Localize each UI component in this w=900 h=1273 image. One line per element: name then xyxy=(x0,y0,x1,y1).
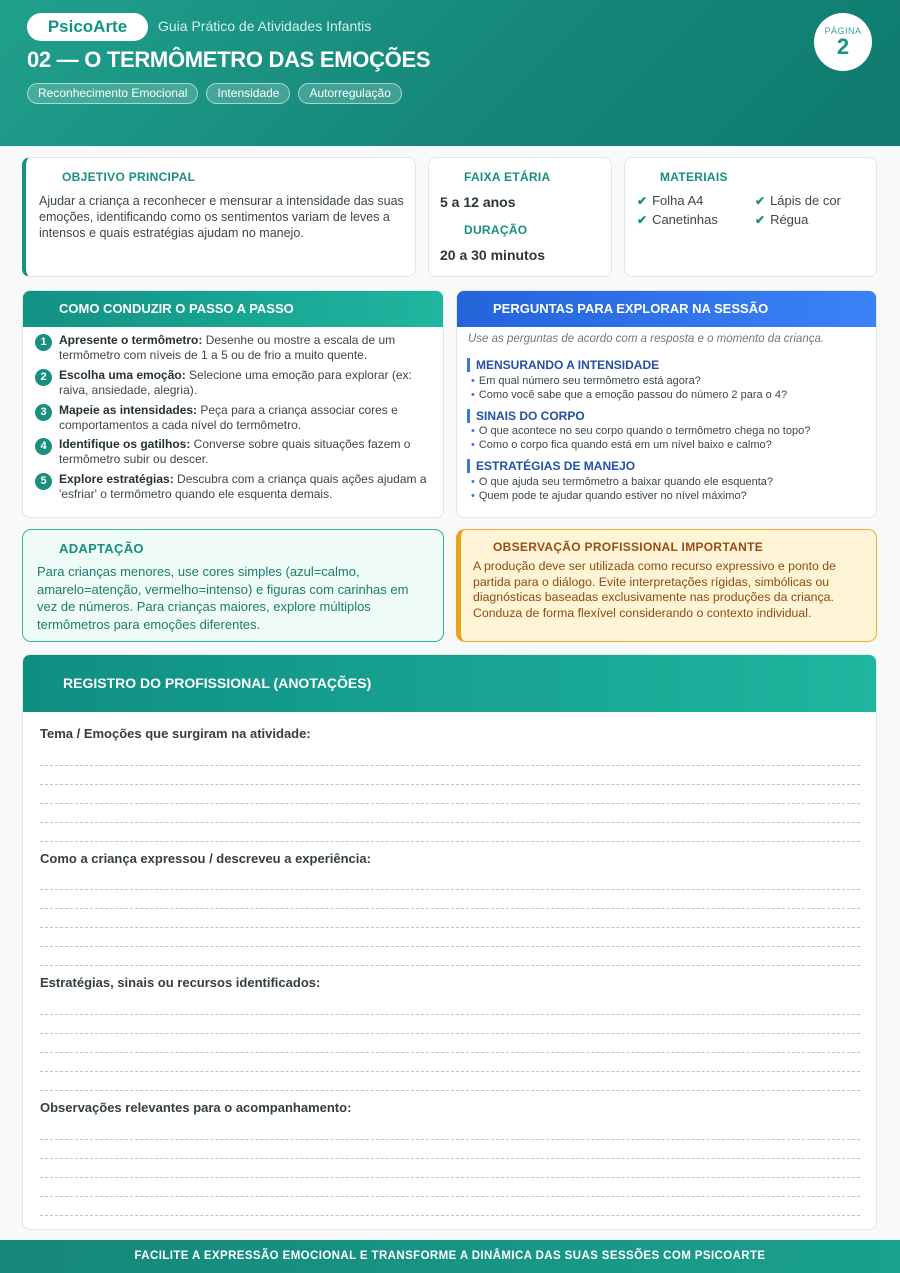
materials-label: MATERIAIS xyxy=(660,170,728,184)
step-number: 1 xyxy=(35,334,52,351)
writing-line[interactable] xyxy=(40,889,860,890)
material-item xyxy=(637,212,718,227)
writing-line[interactable] xyxy=(40,1033,860,1034)
step-by-step-title: COMO CONDUZIR O PASSO A PASSO xyxy=(23,291,443,327)
duration-value: 20 a 30 minutos xyxy=(440,247,546,263)
guide-subtitle: Guia Prático de Atividades Infantis xyxy=(158,18,372,34)
step-text: Descubra com a criança quais ações ajudam a 'esfriar' o termômetro quando ele esquenta demais. xyxy=(59,472,427,501)
material-item xyxy=(637,193,703,208)
tag-intensidade: Intensidade xyxy=(206,83,290,104)
writing-line[interactable] xyxy=(40,1139,860,1140)
step-item xyxy=(35,368,430,398)
step-item xyxy=(35,403,430,433)
material-item xyxy=(755,212,808,227)
tag-autorregulacao: Autorregulação xyxy=(298,83,401,104)
bullet-icon: • xyxy=(471,389,475,401)
step-text: Converse sobre quais situações fazem o termômetro subir ou descer. xyxy=(59,437,411,466)
record-field-label: Como a criança expressou / descreveu a experiência: xyxy=(40,851,371,866)
bullet-icon: • xyxy=(471,439,475,451)
adaptation-label: ADAPTAÇÃO xyxy=(59,541,144,556)
check-icon: ✔ xyxy=(755,194,766,208)
question-text: Como o corpo fica quando está em um nível baixo e calmo? xyxy=(478,439,772,451)
question-group-title: MENSURANDO A INTENSIDADE xyxy=(467,358,659,372)
writing-line[interactable] xyxy=(40,1052,860,1053)
material-label: Canetinhas xyxy=(652,212,718,227)
writing-line[interactable] xyxy=(40,822,860,823)
question-text: Em qual número seu termômetro está agora? xyxy=(478,375,701,387)
age-label: FAIXA ETÁRIA xyxy=(464,170,551,184)
question-item xyxy=(471,439,772,451)
writing-line[interactable] xyxy=(40,1196,860,1197)
writing-line[interactable] xyxy=(40,1071,860,1072)
question-item xyxy=(471,490,747,502)
question-item xyxy=(471,389,787,401)
page-header xyxy=(0,0,900,146)
writing-line[interactable] xyxy=(40,841,860,842)
materials-card xyxy=(624,157,877,277)
material-label: Régua xyxy=(770,212,809,227)
writing-line[interactable] xyxy=(40,1158,860,1159)
tag-reconhecimento: Reconhecimento Emocional xyxy=(27,83,198,104)
writing-line[interactable] xyxy=(40,1215,860,1216)
check-icon: ✔ xyxy=(637,194,648,208)
writing-line[interactable] xyxy=(40,1014,860,1015)
step-number: 5 xyxy=(35,473,52,490)
questions-intro: Use as perguntas de acordo com a resposta e o momento da criança. xyxy=(468,333,825,345)
step-title: Apresente o termômetro: xyxy=(59,333,203,347)
tag-list xyxy=(27,83,402,104)
question-group-title: ESTRATÉGIAS DE MANEJO xyxy=(467,459,635,473)
question-item xyxy=(471,425,810,437)
record-field-label: Observações relevantes para o acompanhamento: xyxy=(40,1100,352,1115)
question-item xyxy=(471,375,701,387)
writing-line[interactable] xyxy=(40,1090,860,1091)
page-number: 2 xyxy=(836,34,850,59)
professional-note-text: A produção deve ser utilizada como recurso expressivo e ponto de partida para o diálogo. Evite interpretações rígidas, simbólicas ou diagnósticas baseadas exclusivamente nas produções da criança. Conduza de forma flexível considerando o contexto individual. xyxy=(473,559,836,621)
bullet-icon: • xyxy=(471,375,475,387)
question-text: Como você sabe que a emoção passou do número 2 para o 4? xyxy=(478,389,788,401)
question-text: O que acontece no seu corpo quando o termômetro chega no topo? xyxy=(478,425,811,437)
writing-line[interactable] xyxy=(40,908,860,909)
bullet-icon: • xyxy=(471,490,475,502)
record-field-label: Estratégias, sinais ou recursos identificados: xyxy=(40,975,321,990)
step-text: Selecione uma emoção para explorar (ex: raiva, ansiedade, alegria). xyxy=(59,368,412,397)
step-number: 2 xyxy=(35,369,52,386)
material-label: Lápis de cor xyxy=(770,193,841,208)
question-group-title: SINAIS DO CORPO xyxy=(467,409,585,423)
writing-line[interactable] xyxy=(40,765,860,766)
page-label: PÁGINA xyxy=(824,26,862,36)
check-icon: ✔ xyxy=(755,213,766,227)
questions-section xyxy=(456,290,877,518)
page-number-badge xyxy=(814,13,872,71)
bullet-icon: • xyxy=(471,476,475,488)
adaptation-card xyxy=(22,529,444,642)
page-footer: FACILITE A EXPRESSÃO EMOCIONAL E TRANSFORME A DINÂMICA DAS SUAS SESSÕES COM PSICOARTE xyxy=(0,1240,900,1273)
objective-card xyxy=(22,157,416,277)
step-text: Desenhe ou mostre a escala de um termômetro com níveis de 1 a 5 ou de frio a muito quente. xyxy=(59,333,396,362)
page-title: 02 — O TERMÔMETRO DAS EMOÇÕES xyxy=(27,47,431,72)
record-field-label: Tema / Emoções que surgiram na atividade: xyxy=(40,726,311,741)
step-item xyxy=(35,472,430,502)
material-label: Folha A4 xyxy=(652,193,704,208)
question-text: Quem pode te ajudar quando estiver no nível máximo? xyxy=(478,490,747,502)
writing-line[interactable] xyxy=(40,1177,860,1178)
objective-label: OBJETIVO PRINCIPAL xyxy=(62,170,196,184)
step-text: Peça para a criança associar cores e comportamentos a cada nível do termômetro. xyxy=(59,403,398,432)
professional-record-section xyxy=(22,654,877,1230)
professional-note-card xyxy=(456,529,877,642)
step-title: Explore estratégias: xyxy=(59,472,174,486)
writing-line[interactable] xyxy=(40,803,860,804)
step-number: 4 xyxy=(35,438,52,455)
writing-line[interactable] xyxy=(40,946,860,947)
material-item xyxy=(755,193,841,208)
record-title: REGISTRO DO PROFISSIONAL (ANOTAÇÕES) xyxy=(23,655,876,712)
step-title: Identifique os gatilhos: xyxy=(59,437,191,451)
age-value: 5 a 12 anos xyxy=(440,194,516,210)
duration-label: DURAÇÃO xyxy=(464,223,528,237)
question-text: O que ajuda seu termômetro a baixar quando ele esquenta? xyxy=(478,476,774,488)
writing-line[interactable] xyxy=(40,784,860,785)
objective-text: Ajudar a criança a reconhecer e mensurar a intensidade das suas emoções, identificando como os sentimentos variam de leves a intensos e quais estratégias ajudam no manejo. xyxy=(39,194,404,240)
questions-title: PERGUNTAS PARA EXPLORAR NA SESSÃO xyxy=(457,291,876,327)
bullet-icon: • xyxy=(471,425,475,437)
professional-note-label: OBSERVAÇÃO PROFISSIONAL IMPORTANTE xyxy=(493,540,763,554)
step-by-step-section xyxy=(22,290,444,518)
brand-logo: PsicoArte xyxy=(27,13,148,41)
age-duration-card xyxy=(428,157,612,277)
step-title: Mapeie as intensidades: xyxy=(59,403,198,417)
step-title: Escolha uma emoção: xyxy=(59,368,186,382)
adaptation-text: Para crianças menores, use cores simples (azul=calmo, amarelo=atenção, vermelho=intenso) e figuras com carinhas em vez de números. Para crianças maiores, explore múltiplos termômetros para emoções diferentes. xyxy=(37,564,409,632)
question-item xyxy=(471,476,773,488)
step-item xyxy=(35,437,430,467)
step-number: 3 xyxy=(35,404,52,421)
check-icon: ✔ xyxy=(637,213,648,227)
step-item xyxy=(35,333,430,363)
writing-line[interactable] xyxy=(40,927,860,928)
writing-line[interactable] xyxy=(40,965,860,966)
